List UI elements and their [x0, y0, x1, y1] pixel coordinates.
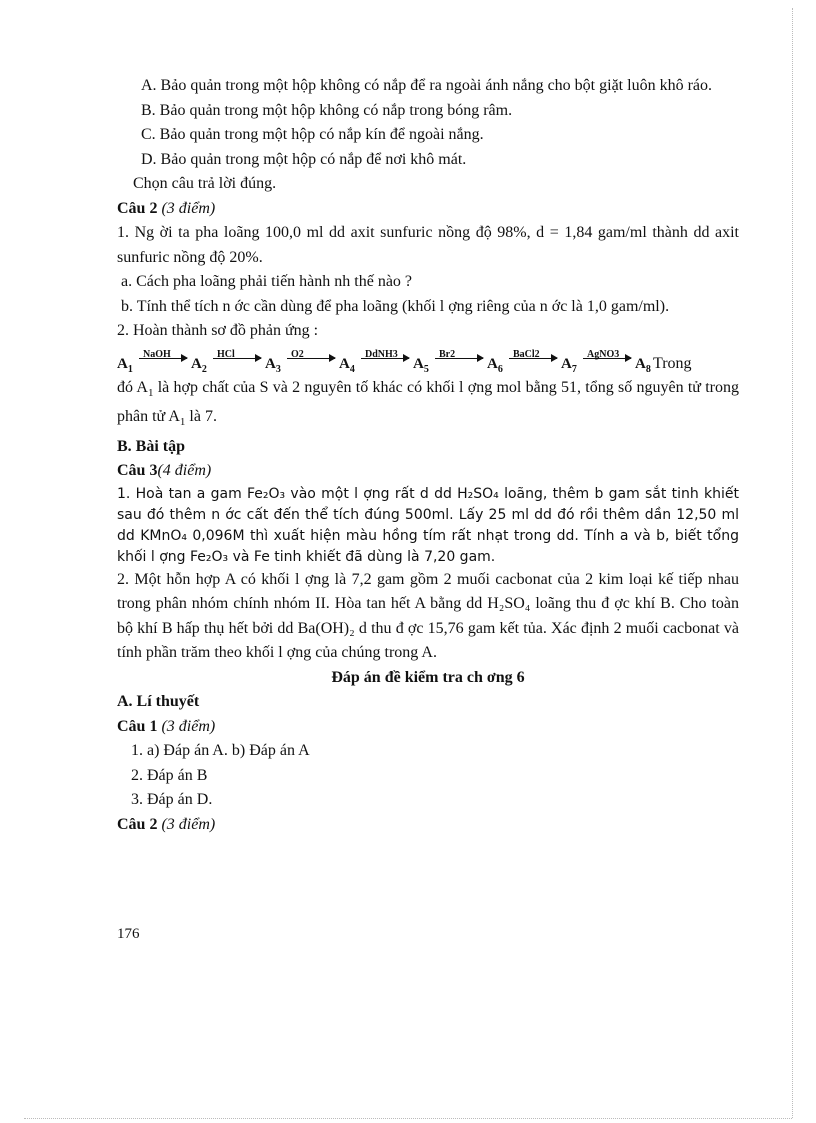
option-a: A. Bảo quản trong một hộp không có nắp để ra ngoài ánh nắng cho bột giặt luôn khô ráo. — [141, 77, 712, 94]
desc-sub-1: 1 — [147, 386, 154, 399]
scheme-node: $A_6$ — [487, 355, 503, 375]
scheme-reagent-label: BaCl2 — [513, 348, 540, 360]
answer-question-1-label: Câu 1 — [117, 717, 158, 735]
scheme-tail-text: Trong — [653, 354, 692, 372]
question-3-part-2: 2. Một hỗn hợp A có khối l ợng là 7,2 gam gồm 2 muối cacbonat của 2 kim loại kế tiếp nhau trong phân nhóm chính nhóm II. Hòa tan hết A bằng dd H₂SO₄ loãng thu đ ợc khí B. Cho toàn bộ khí B hấp thụ hết bởi dd Ba(OH)₂ d thu đ ợc 15,76 gam kết tủa. Xác định 2 muối cacbonat và tính phần trăm theo khối l ợng của chúng trong A. — [117, 570, 739, 662]
scheme-node: $A_2$ — [191, 355, 207, 375]
question-2-part-1b: b. Tính thể tích n ớc cần dùng để pha loãng (khối l ợng riêng của n ớc là 1,0 gam/ml). — [121, 297, 670, 315]
answer-question-1-points: (3 điểm) — [161, 717, 216, 735]
question-2-heading — [117, 197, 739, 222]
question-3-part-1: 1. Hoà tan a gam Fe₂O₃ vào một l ợng rất d dd H₂SO₄ loãng, thêm b gam sắt tinh khiết sau đó thêm n ớc cất đến thể tích đúng 500ml. Lấy 25 ml dd đó rồi thêm dần 12,50 ml dd KMnO₄ 0,096M thì xuất hiện màu hồng tím rất nhạt trong dd. Tính a và b, biết tổng khối l ợng Fe₂O₃ và Fe tinh khiết đã dùng là 7,20 gam. — [117, 485, 739, 565]
option-d: D. Bảo quản trong một hộp có nắp để nơi khô mát. — [141, 150, 467, 168]
question-3-label: Câu 3 — [117, 462, 158, 480]
reaction-scheme — [117, 346, 739, 376]
scheme-node: $A_8$ — [635, 355, 651, 375]
scheme-reagent-label: DdNH3 — [365, 348, 398, 360]
footer-divider — [24, 1118, 792, 1119]
scheme-node: $A_3$ — [265, 355, 281, 375]
desc-sub-2: 1 — [179, 416, 186, 429]
answer-question-2-label: Câu 2 — [117, 815, 158, 833]
answer-item: 1. a) Đáp án A. b) Đáp án A — [131, 742, 310, 760]
scheme-reagent-label: Br2 — [439, 348, 456, 360]
answer-question-2-heading — [117, 813, 739, 838]
scheme-reagent-label: NaOH — [143, 348, 171, 360]
desc-text-1: đó A — [117, 378, 148, 396]
scheme-reagent-label: HCl — [217, 348, 235, 360]
question-2-points: (3 điểm) — [161, 199, 216, 217]
page-number: 176 — [117, 926, 140, 942]
question-2-part-2-description — [117, 376, 739, 435]
desc-text-3: là 7. — [185, 408, 217, 426]
option-b: B. Bảo quản trong một hộp không có nắp trong bóng râm. — [141, 101, 513, 119]
scheme-reagent-label: AgNO3 — [587, 348, 620, 360]
section-b-heading: B. Bài tập — [117, 437, 186, 455]
side-divider — [792, 8, 793, 1118]
answer-item: 3. Đáp án D. — [131, 791, 213, 809]
scheme-node: $A_1$ — [117, 355, 133, 375]
question-3-points: (4 điểm) — [157, 462, 212, 480]
question-2-part-1: 1. Ng ời ta pha loãng 100,0 ml dd axit sunfuric nồng độ 98%, d = 1,84 gam/ml thành dd axit sunfuric nồng độ 20%. — [117, 224, 739, 266]
desc-text-2: là hợp chất của S và 2 nguyên tố khác có khối l ợng mol bằng 51, tổng số nguyên tử trong phân tử A — [117, 378, 739, 426]
scheme-node: $A_4$ — [339, 355, 355, 375]
answer-question-1-heading — [117, 715, 739, 740]
choose-instruction: Chọn câu trả lời đúng. — [133, 175, 277, 192]
question-3-heading — [117, 459, 739, 484]
question-2-label: Câu 2 — [117, 199, 158, 217]
scheme-node: $A_7$ — [561, 355, 577, 375]
question-2-part-1a: a. Cách pha loãng phải tiến hành nh thế nào ? — [121, 273, 413, 290]
page-content — [117, 74, 739, 837]
answer-question-2-points: (3 điểm) — [161, 815, 216, 833]
answer-item: 2. Đáp án B — [131, 766, 208, 784]
scheme-reagent-label: O2 — [291, 348, 304, 360]
section-a-heading: A. Lí thuyết — [117, 693, 200, 711]
option-c: C. Bảo quản trong một hộp có nắp kín để ngoài nắng. — [141, 126, 484, 143]
scheme-node: $A_5$ — [413, 355, 429, 375]
question-2-part-2: 2. Hoàn thành sơ đồ phản ứng : — [117, 322, 319, 339]
answers-title: Đáp án đề kiểm tra ch ơng 6 — [331, 668, 525, 686]
